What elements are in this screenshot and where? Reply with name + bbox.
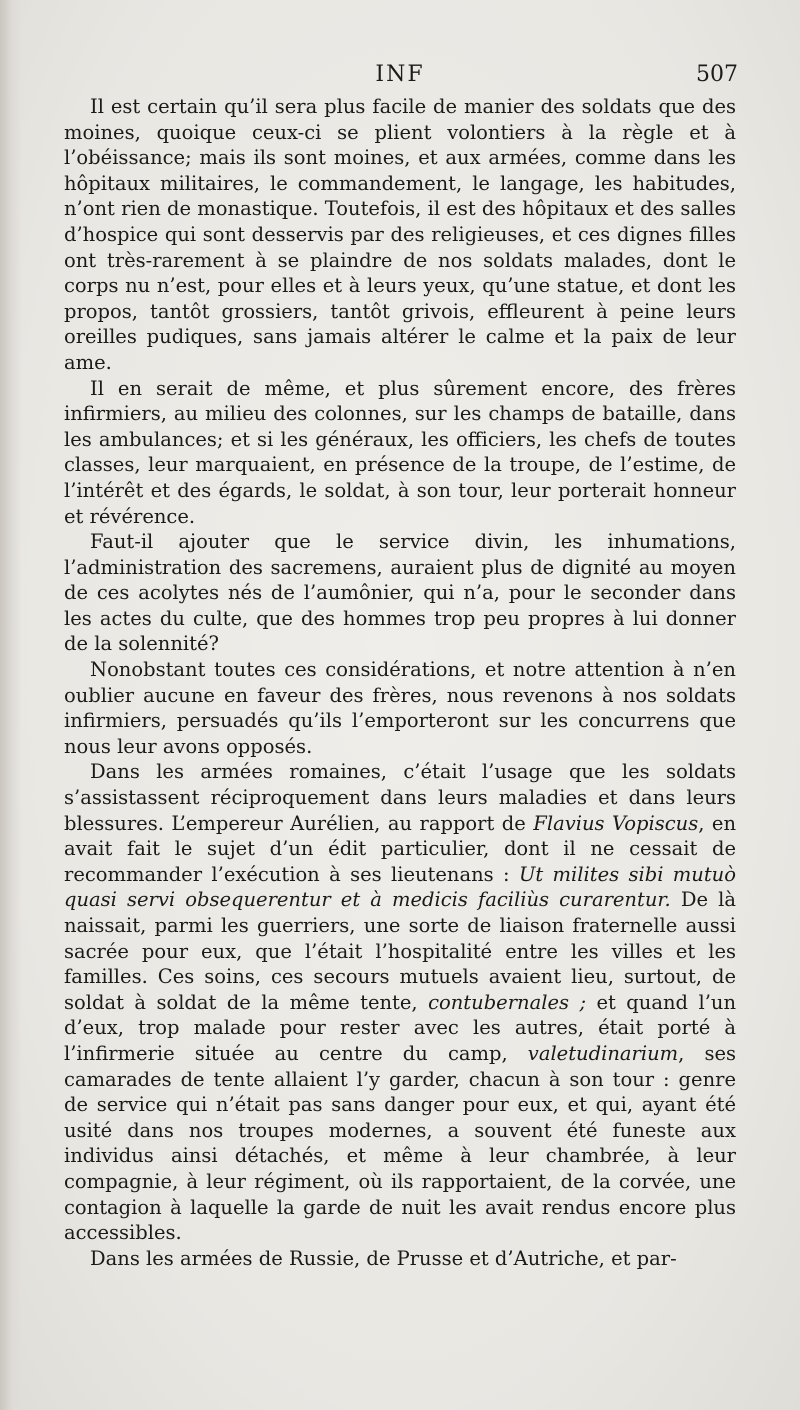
paragraph xyxy=(64,1246,736,1272)
italic-text: valetudinarium xyxy=(527,1041,679,1065)
italic-text: Flavius Vopiscus xyxy=(533,811,699,835)
text-run: , en avait fait le sujet d’un édit particulier, dont il ne cessait de recommander l’exécution à ses lieutenans : xyxy=(64,811,737,886)
page-gutter-shadow xyxy=(0,0,22,1410)
text-run: Il en serait de même, et plus sûrement encore, des frères infirmiers, au milieu des colonnes, sur les champs de bataille, dans les ambulances; et si les généraux, les officiers, les chefs de toutes classes, leur marquaient, en présence de la troupe, de l’estime, de l’intérêt et des égards, le soldat, à son tour, leur porterait honneur et révérence. xyxy=(64,376,736,528)
paragraph xyxy=(64,529,736,657)
text-run: De là naissait, parmi les guerriers, une sorte de liaison fraternelle aussi sacrée pour eux, que l’était l’hospitalité entre les villes et les familles. Ces soins, ces secours mutuels avaient lieu, surtout, de soldat à soldat de la même tente, xyxy=(64,888,736,1014)
paragraph xyxy=(64,94,736,376)
text-run: Nonobstant toutes ces considérations, et notre attention à n’en oublier aucune en faveur des frères, nous revenons à nos soldats infirmiers, persuadés qu’ils l’emporteront sur les concurrens que nous leur avons opposés. xyxy=(64,658,736,758)
body-text xyxy=(64,94,736,1271)
italic-text: Ut milites sibi mutuò quasi servi obsequerentur et à medicis faciliùs curarentur. xyxy=(64,862,736,912)
page-header xyxy=(62,60,738,92)
text-run: , ses camarades de tente allaient l’y garder, chacun à son tour : genre de service qui n’était pas sans danger pour eux, et qui, ayant été usité dans nos troupes modernes, a souvent été funeste aux individus ainsi détachés, et même à leur chambrée, à leur compagnie, à leur régiment, où ils rapportaient, de la corvée, une contagion à laquelle la garde de nuit les avait rendus encore plus accessibles. xyxy=(64,1041,736,1245)
italic-text: contubernales ; xyxy=(428,990,587,1014)
paragraph xyxy=(64,759,736,1245)
text-run: Dans les armées de Russie, de Prusse et d’Autriche, et par- xyxy=(90,1246,677,1270)
paragraph xyxy=(64,657,736,759)
text-run: Il est certain qu’il sera plus facile de manier des soldats que des moines, quoique ceux-ci se plient volontiers à la règle et à l’obéissance; mais ils sont moines, et aux armées, comme dans les hôpitaux militaires, le commandement, le langage, les habitudes, n’ont rien de monastique. Toutefois, il est des hôpitaux et des salles d’hospice qui sont desservis par des religieuses, et ces dignes filles ont très-rarement à se plaindre de nos soldats malades, dont le corps nu n’est, pour elles et à leurs yeux, qu’une statue, et dont les propos, tantôt grossiers, tantôt grivois, effleurent à peine leurs oreilles pudiques, sans jamais altérer le calme et la paix de leur ame. xyxy=(64,95,736,374)
paragraph xyxy=(64,376,736,530)
running-head: INF xyxy=(375,62,425,87)
page-number: 507 xyxy=(696,62,738,87)
text-run: Dans les armées romaines, c’était l’usage que les soldats s’assistassent réciproquement dans leurs maladies et dans leurs blessures. L’empereur Aurélien, au rapport de xyxy=(64,760,736,835)
text-run: Faut-il ajouter que le service divin, les inhumations, l’administration des sacremens, auraient plus de dignité au moyen de ces acolytes nés de l’aumônier, qui n’a, pour le seconder dans les actes du culte, que des hommes trop peu propres à lui donner de la solennité? xyxy=(64,530,736,656)
text-run: et quand l’un d’eux, trop malade pour rester avec les autres, était porté à l’infirmerie située au centre du camp, xyxy=(64,990,737,1065)
